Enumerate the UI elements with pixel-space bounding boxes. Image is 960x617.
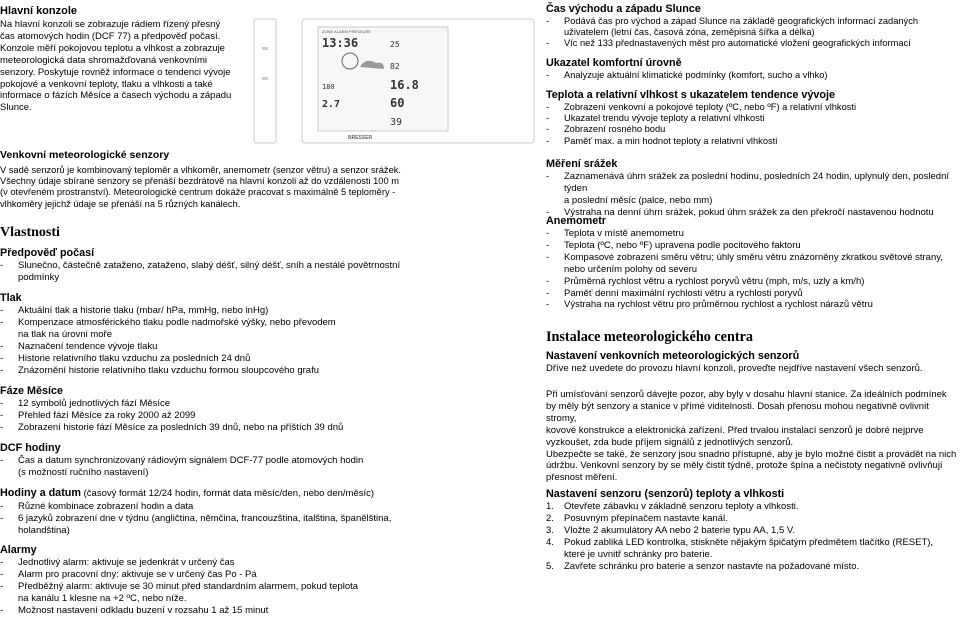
trend-list	[546, 102, 960, 147]
text-line: Všechny údaje sbírané senzory se přenáší bezdrátově na hlavní konzoli až do vzdálenosti 100 m	[0, 176, 399, 187]
list-item	[546, 38, 960, 49]
text-line: vlhkoměry jejichž údaje se přenáší na 5 různých kanálech.	[0, 198, 241, 209]
list-item-line: - Zobrazení historie fází Měsíce za posledních 39 dnů, nebo na příštích 39 dnů	[18, 421, 344, 433]
trend-section	[546, 88, 960, 147]
text-line: Slunce.	[0, 102, 32, 114]
list-item	[0, 317, 480, 341]
numbered-step	[546, 537, 960, 561]
wind-title: Anemometr	[546, 215, 606, 227]
list-item	[546, 136, 960, 147]
sensor-setup-section	[546, 487, 960, 572]
list-item	[0, 353, 480, 365]
list-item-line: - Jednotlivý alarm: aktivuje se jedenkrát v určený čas	[18, 557, 235, 568]
list-item	[0, 455, 480, 479]
list-item	[0, 513, 480, 537]
forecast-title: Předpověď počasí	[0, 247, 95, 259]
screen-date: 25	[390, 40, 400, 49]
list-item-line: podmínky	[18, 271, 60, 283]
list-item-line: - Přehled fází Měsíce za roky 2000 až 2099	[18, 409, 196, 421]
screen-hum-out: 39	[390, 117, 403, 128]
list-item	[546, 113, 960, 124]
clock-section	[0, 486, 480, 537]
list-item-line: - Slunečno, částečně zataženo, zataženo, slabý déšť, silný déšť, sníh a nestálé povětrnostní	[18, 260, 401, 271]
list-item-line: - Alarm pro pracovní dny: aktivuje se v určený čas Po - Pá	[18, 568, 257, 580]
list-item	[0, 569, 480, 581]
moon-list	[0, 398, 480, 434]
list-item	[0, 260, 480, 284]
placement-text	[546, 389, 960, 484]
comfort-title: Ukazatel komfortní úrovně	[546, 57, 682, 69]
screen-temp-in: 16.8	[390, 78, 419, 92]
text-line: přesnost měření.	[546, 472, 618, 484]
setup-line: Dříve než uvedete do provozu hlavní konzoli, proveďte nejdříve nastavení všech senzorů.	[546, 363, 923, 374]
sun-title: Čas východu a západu Slunce	[546, 3, 701, 15]
list-item-line: nebo určením polohy od severu	[564, 263, 698, 275]
setup-block	[546, 349, 960, 375]
text-line: meteorologická data shromažďovaná venkovními	[0, 54, 208, 66]
list-item-line: - Průměrná rychlost větru a rychlost poryvů větru (mph, m/s, uzly a km/h)	[564, 275, 865, 287]
list-item	[0, 398, 480, 410]
list-item	[546, 102, 960, 113]
list-item	[546, 276, 960, 288]
numbered-step	[546, 525, 960, 537]
wind-section	[546, 214, 960, 311]
list-item-line: a poslední měsíc (palce, nebo mm)	[564, 194, 713, 206]
text-line: V sadě senzorů je kombinovaný teploměr a vlhkoměr, anemometr (senzor větru) a senzor srážek.	[0, 165, 401, 175]
text-line: čas atomových hodin (DCF 77) a předpověď počasí.	[0, 30, 221, 42]
text-line: (v otevřeném prostranství). Meteorologické centrum dokáže pracovat s maximálně 5 teploměry -	[0, 187, 396, 198]
alarms-title: Alarmy	[0, 544, 37, 556]
list-item	[0, 410, 480, 422]
list-item-line: - Zobrazení venkovní a pokojové teploty (ºC, nebo ºF) a relativní vlhkosti	[564, 102, 857, 112]
clock-title: Hodiny a datum	[0, 487, 81, 499]
comfort-section	[546, 56, 960, 81]
list-item-line: - Kompenzace atmosférického tlaku podle nadmořské výšky, nebo převodem	[18, 316, 336, 328]
text-line: pokojové a venkovní teploty, tlaku a vlhkosti a také	[0, 78, 213, 90]
text-line: senzory. Poskytuje rovněž informace o tendenci vývoje	[0, 66, 231, 78]
rain-title: Měření srážek	[546, 158, 618, 170]
features-block	[0, 224, 480, 242]
dcf-list	[0, 455, 480, 479]
text-line: vyzkoušet, zda bude příjem signálů z jednotlivých senzorů.	[546, 436, 794, 448]
list-item	[0, 501, 480, 513]
list-item-line: - Zaznamenává úhrn srážek za poslední hodinu, posledních 24 hodin, uplynulý den, poslední týden	[564, 171, 950, 194]
intro-text	[0, 19, 240, 114]
weather-station-illustration	[240, 17, 536, 145]
list-item	[546, 70, 960, 81]
list-item-line: - Paměť max. a min hodnot teploty a relativní vlhkosti	[564, 135, 778, 146]
brand-logo: BRESSER	[348, 135, 373, 141]
trend-title: Teplota a relativní vlhkost s ukazatelem tendence vývoje	[546, 89, 836, 101]
list-item	[546, 228, 960, 240]
list-item-line: - Různé kombinace zobrazení hodin a data	[18, 501, 194, 512]
list-item	[546, 124, 960, 135]
list-item-line: - Předběžný alarm: aktivuje se 30 minut před standardním alarmem, pokud teplota	[18, 580, 359, 592]
screen-hum-in: 60	[390, 96, 405, 110]
list-item-line: - 6 jazyků zobrazení dne v týdnu (angličtina, němčina, francouzština, italština, španělština,	[18, 512, 392, 524]
step-number: 1.	[546, 501, 554, 512]
sun-section	[546, 2, 960, 50]
sensor-side-view	[254, 19, 276, 143]
rain-section	[546, 157, 960, 219]
list-item	[0, 581, 480, 605]
text-line: Na hlavní konzoli se zobrazuje rádiem řízený přesný	[0, 19, 221, 30]
clock-title-row	[0, 486, 480, 501]
text-line: Konzole měří pokojovou teplotu a vlhkost a zobrazuje	[0, 42, 225, 54]
dcf-section	[0, 441, 480, 479]
forecast-section	[0, 246, 480, 284]
list-item	[0, 365, 480, 377]
intro-block	[0, 4, 240, 114]
sensor-setup-title: Nastavení senzoru (senzorů) teploty a vlhkosti	[546, 488, 785, 500]
list-item-line: - Naznačení tendence vývoje tlaku	[18, 340, 158, 352]
features-title: Vlastnosti	[0, 225, 60, 240]
list-item	[0, 341, 480, 353]
list-item-line: uživatelem (letní čas, časová zóna, zeměpisná šířka a délka)	[564, 27, 815, 38]
text-line: údržbu. Venkovní senzory by se měly čistit týdně, protože špína a nečistoty negativně ovlivňují	[546, 460, 943, 472]
list-item-line: - Čas a datum synchronizovaný rádiovým signálem DCF-77 podle atomových hodin	[18, 455, 364, 466]
list-item-line: holandština)	[18, 524, 70, 536]
step-number: 4.	[546, 536, 554, 548]
moon-title: Fáze Měsíce	[0, 385, 64, 397]
screen-pressure: 82	[390, 62, 400, 71]
list-item-line: (s možností ručního nastavení)	[18, 466, 149, 478]
list-item	[546, 16, 960, 38]
numbered-step	[546, 561, 960, 573]
forecast-list	[0, 260, 480, 284]
text-line: Při umísťování senzorů dávejte pozor, aby byly v dosahu hlavní stanice. Za ideálních podmínek	[546, 389, 947, 400]
alarms-list	[0, 557, 480, 617]
step-line: Vložte 2 akumulátory AA nebo 2 baterie typu AA, 1,5 V.	[564, 524, 795, 536]
intro-title: Hlavní konzole	[0, 5, 78, 17]
list-item-line: - Výstraha na rychlost větru pro průměrnou rychlost a rychlost nárazů větru	[564, 299, 873, 311]
list-item	[0, 557, 480, 569]
clock-list	[0, 501, 480, 537]
step-line: Otevřete zábavku v základně senzoru teploty a vlhkosti.	[564, 501, 799, 512]
list-item-line: - Výstraha na denní úhrn srážek, pokud úhrn srážek za den překročí nastavenou hodnotu	[564, 206, 934, 218]
pressure-title: Tlak	[0, 292, 22, 304]
text-line: by měly být senzory a stanice v přímé viditelnosti. Dosah přenosu mohou negativně ovlivnit stromy,	[546, 400, 929, 424]
sun-list	[546, 16, 960, 50]
step-line: Posuvným přepínačem nastavte kanál.	[564, 512, 728, 524]
list-item	[0, 605, 480, 617]
list-item-line: - 12 symbolů jednotlivých fází Měsíce	[18, 398, 171, 409]
list-item-line: na tlak na úrovni moře	[18, 328, 112, 340]
list-item-line: - Kompasové zobrazení směru větru; úhly směru větru znázorněny zkratkou světové strany,	[564, 251, 943, 263]
pressure-section	[0, 291, 480, 376]
list-item-line: - Víc než 133 přednastavených měst pro automatické vložení geografických informací	[564, 38, 911, 49]
sensor-slot	[262, 77, 268, 80]
sensor-slot	[262, 47, 268, 50]
screen-top-row: ZONE ALARM PRESSURE	[322, 29, 371, 34]
step-line: Zavřete schránku pro baterie a senzor nastavte na požadované místo.	[564, 560, 860, 572]
step-number: 3.	[546, 524, 554, 536]
text-line: kovové konstrukce a elektronická zařízení. Před trvalou instalací senzorů je dobré nejprve	[546, 424, 924, 436]
list-item	[0, 305, 480, 317]
moon-section	[0, 384, 480, 434]
list-item-line: - Historie relativního tlaku vzduchu za posledních 24 dnů	[18, 352, 251, 364]
list-item	[546, 240, 960, 252]
list-item-line: - Paměť denní maximální rychlosti větru a rychlosti poryvů	[564, 287, 803, 299]
list-item-line: - Teplota v místě anemometru	[564, 228, 684, 239]
list-item-line: - Znázornění historie relativního tlaku vzduchu formou sloupcového grafu	[18, 364, 320, 376]
list-item-line: - Zobrazení rosného bodu	[564, 124, 666, 135]
sensors-text	[0, 165, 480, 210]
rain-list	[546, 171, 960, 219]
numbered-step	[546, 513, 960, 525]
step-number: 2.	[546, 512, 554, 524]
setup-title: Nastavení venkovních meteorologických senzorů	[546, 350, 800, 362]
list-item	[546, 288, 960, 300]
alarms-section	[0, 543, 480, 617]
list-item-line: - Ukazatel trendu vývoje teploty a relativní vlhkosti	[564, 113, 765, 124]
pressure-list	[0, 305, 480, 376]
sensors-title: Venkovní meteorologické senzory	[0, 149, 170, 161]
wind-list	[546, 228, 960, 311]
list-item	[546, 171, 960, 207]
clock-title-note: (časový formát 12/24 hodin, formát data měsíc/den, nebo den/měsíc)	[80, 488, 375, 499]
text-line: Ubezpečte se také, že senzory jsou snadno přístupné, aby je bylo možné čistit a provádět na nich	[546, 448, 957, 460]
sensors-block	[0, 148, 480, 210]
step-line: Pokud zabliká LED kontrolka, stiskněte nějakým špičatým předmětem tlačítko (RESET),	[564, 536, 934, 548]
list-item-line: na kanálu 1 klesne na +2 ºC, nebo níže.	[18, 592, 187, 604]
screen-time: 13:36	[322, 36, 359, 50]
numbered-step	[546, 501, 960, 513]
step-number: 5.	[546, 560, 554, 572]
list-item	[546, 299, 960, 311]
step-line: které je uvnitř schránky pro baterie.	[564, 548, 713, 560]
list-item	[546, 252, 960, 276]
screen-temp-out: 2.7	[322, 99, 341, 110]
sensor-setup-list	[546, 501, 960, 572]
screen-row-small: 180	[322, 83, 335, 91]
text-line: informace o fázích Měsíce a časech východu a západu	[0, 90, 232, 102]
install-block	[546, 328, 960, 346]
install-title: Instalace meteorologického centra	[546, 329, 753, 345]
list-item	[0, 422, 480, 434]
list-item-line: - Podává čas pro východ a západ Slunce na základě geografických informací zadaných	[564, 16, 919, 26]
list-item-line: - Teplota (ºC, nebo ºF) upravena podle pocitového faktoru	[564, 239, 801, 251]
list-item-line: - Možnost nastavení odkladu buzení v rozsahu 1 až 15 minut	[18, 604, 269, 616]
list-item-line: - Analyzuje aktuální klimatické podmínky (komfort, sucho a vlhko)	[564, 70, 828, 80]
list-item-line: - Aktuální tlak a historie tlaku (mbar/ hPa, mmHg, nebo inHg)	[18, 305, 269, 316]
comfort-list	[546, 70, 960, 81]
dcf-title: DCF hodiny	[0, 442, 61, 454]
